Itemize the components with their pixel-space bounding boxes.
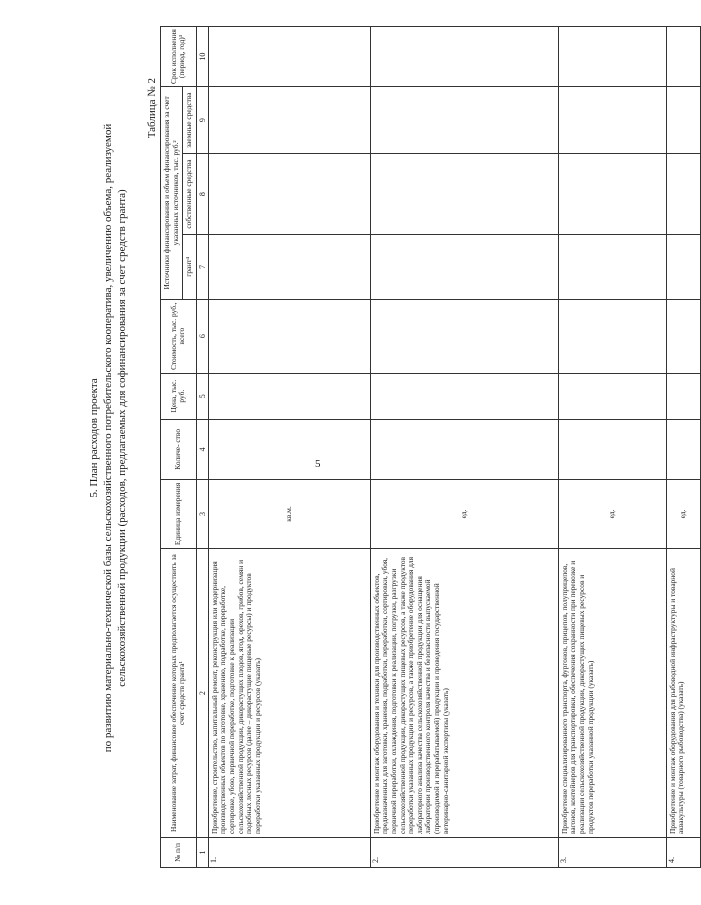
col-number: 4 (196, 419, 208, 479)
header-grant: грант⁴ (183, 234, 197, 299)
row-qty (558, 419, 666, 479)
rotated-content (88, 8, 687, 868)
page-number: 5 (315, 458, 321, 470)
expense-plan-table (160, 26, 701, 868)
col-number: 10 (196, 27, 208, 87)
header-borrowed: заемные средства (183, 87, 197, 154)
section-title: 5. План расходов проекта (88, 378, 100, 498)
row-number: 1. (208, 837, 370, 867)
section-subtitle-line2: сельскохозяйственной продукции (расходов, предлагаемых для софинансирования за счет средств гранта) (116, 189, 128, 687)
row-cost (666, 299, 700, 373)
row-number: 3. (558, 837, 666, 867)
row-name: Приобретение специализированного транспорта, фургонов, прицепов, полуприцепов, вагонов, контейнеров для транспортировки, обеспечения сохранности при перевозке и реализации сельскохозяйственной продукции, дикорастущих пищевых ресурсов и продуктов переработки указанной продукции (указать) (558, 549, 666, 838)
row-number: 4. (666, 837, 700, 867)
header-unit: Единица измерения (161, 479, 197, 548)
row-cost (208, 299, 370, 373)
row-name: Приобретение и монтаж оборудования и техники для производственных объектов, предназначенных для заготовки, хранения, подработки, переработки, сортировки, убоя, первичной переработки, охлаждения, подготовки к реализации, погрузки, разгрузки сельскохозяйственной продукции, дикорастущих пищевых ресурсов, а также продуктов переработки указанных продукции и ресурсов, а также приобретение оборудования для лабораторного анализа качества сельскохозяйственной продукции для оснащения лаборатории производственного контроля качества и безопасности выпускаемой (производимой и перерабатываемой) продукции и проведения государственной ветеринарно-санитарной экспертизы (указать) (370, 549, 558, 838)
header-row (161, 27, 183, 868)
row-term (370, 27, 558, 87)
col-number: 1 (196, 837, 208, 867)
row-own (208, 154, 370, 235)
row-price (370, 373, 558, 419)
row-number: 2. (370, 837, 558, 867)
row-grant (558, 234, 666, 299)
row-grant (370, 234, 558, 299)
row-borrowed (558, 87, 666, 154)
col-number: 6 (196, 299, 208, 373)
col-number: 5 (196, 373, 208, 419)
row-cost (558, 299, 666, 373)
table-row (666, 27, 700, 868)
row-own (666, 154, 700, 235)
header-num: № п/п (161, 837, 197, 867)
header-sources: Источники финансирования и объем финансирования за счет указанных источников, тыс. руб.² (161, 87, 183, 300)
col-number: 9 (196, 87, 208, 154)
row-qty (208, 419, 370, 479)
row-borrowed (208, 87, 370, 154)
header-term: Срок исполнения (период, год)³ (161, 27, 197, 87)
header-qty: Количе- ство (161, 419, 197, 479)
row-term (558, 27, 666, 87)
row-grant (208, 234, 370, 299)
row-grant (666, 234, 700, 299)
row-own (370, 154, 558, 235)
section-subtitle-line1: по развитию материально-технической базы сельскохозяйственного потребительского кооператива, увеличению объема, реализуемой (102, 123, 114, 753)
col-number: 2 (196, 549, 208, 838)
row-unit: кв.м. (208, 479, 370, 548)
row-price (208, 373, 370, 419)
table-row (558, 27, 666, 868)
row-price (666, 373, 700, 419)
row-unit: ед. (558, 479, 666, 548)
row-name: Приобретение и монтаж оборудования для рыбоводной инфраструктуры и товарной аквакультуры (товарного рыбоводства) (указать) (666, 549, 700, 838)
row-borrowed (370, 87, 558, 154)
row-qty (370, 419, 558, 479)
header-cost: Стоимость, тыс. руб., всего (161, 299, 197, 373)
row-own (558, 154, 666, 235)
col-number: 8 (196, 154, 208, 235)
row-term (208, 27, 370, 87)
col-number: 3 (196, 479, 208, 548)
row-name: Приобретение, строительство, капитальный ремонт, реконструкция или модернизация производственных объектов по заготовке, хранению, подработке, переработке, сортировке, убою, первичной переработке, подготовке к реализации сельскохозяйственной продукции, дикорастущих плодов, ягод, орехов, грибов, семян и подобных лесных ресурсов (далее – дикорастущие пищевые ресурсы) и продуктов переработки указанных продукции и ресурсов (указать) (208, 549, 370, 838)
header-price: Цена, тыс. руб. (161, 373, 197, 419)
table-row (208, 27, 370, 868)
col-number: 7 (196, 234, 208, 299)
row-price (558, 373, 666, 419)
row-borrowed (666, 87, 700, 154)
row-cost (370, 299, 558, 373)
table-label: Таблица № 2 (146, 78, 158, 139)
row-term (666, 27, 700, 87)
table-row (370, 27, 558, 868)
row-qty (666, 419, 700, 479)
row-unit: ед. (666, 479, 700, 548)
row-unit: ед. (370, 479, 558, 548)
header-name: Наименование затрат, финансовое обеспечение которых предполагается осуществить за счет средств гранта¹ (161, 549, 197, 838)
column-numbers-row (196, 27, 208, 868)
header-own: собственные средства (183, 154, 197, 235)
